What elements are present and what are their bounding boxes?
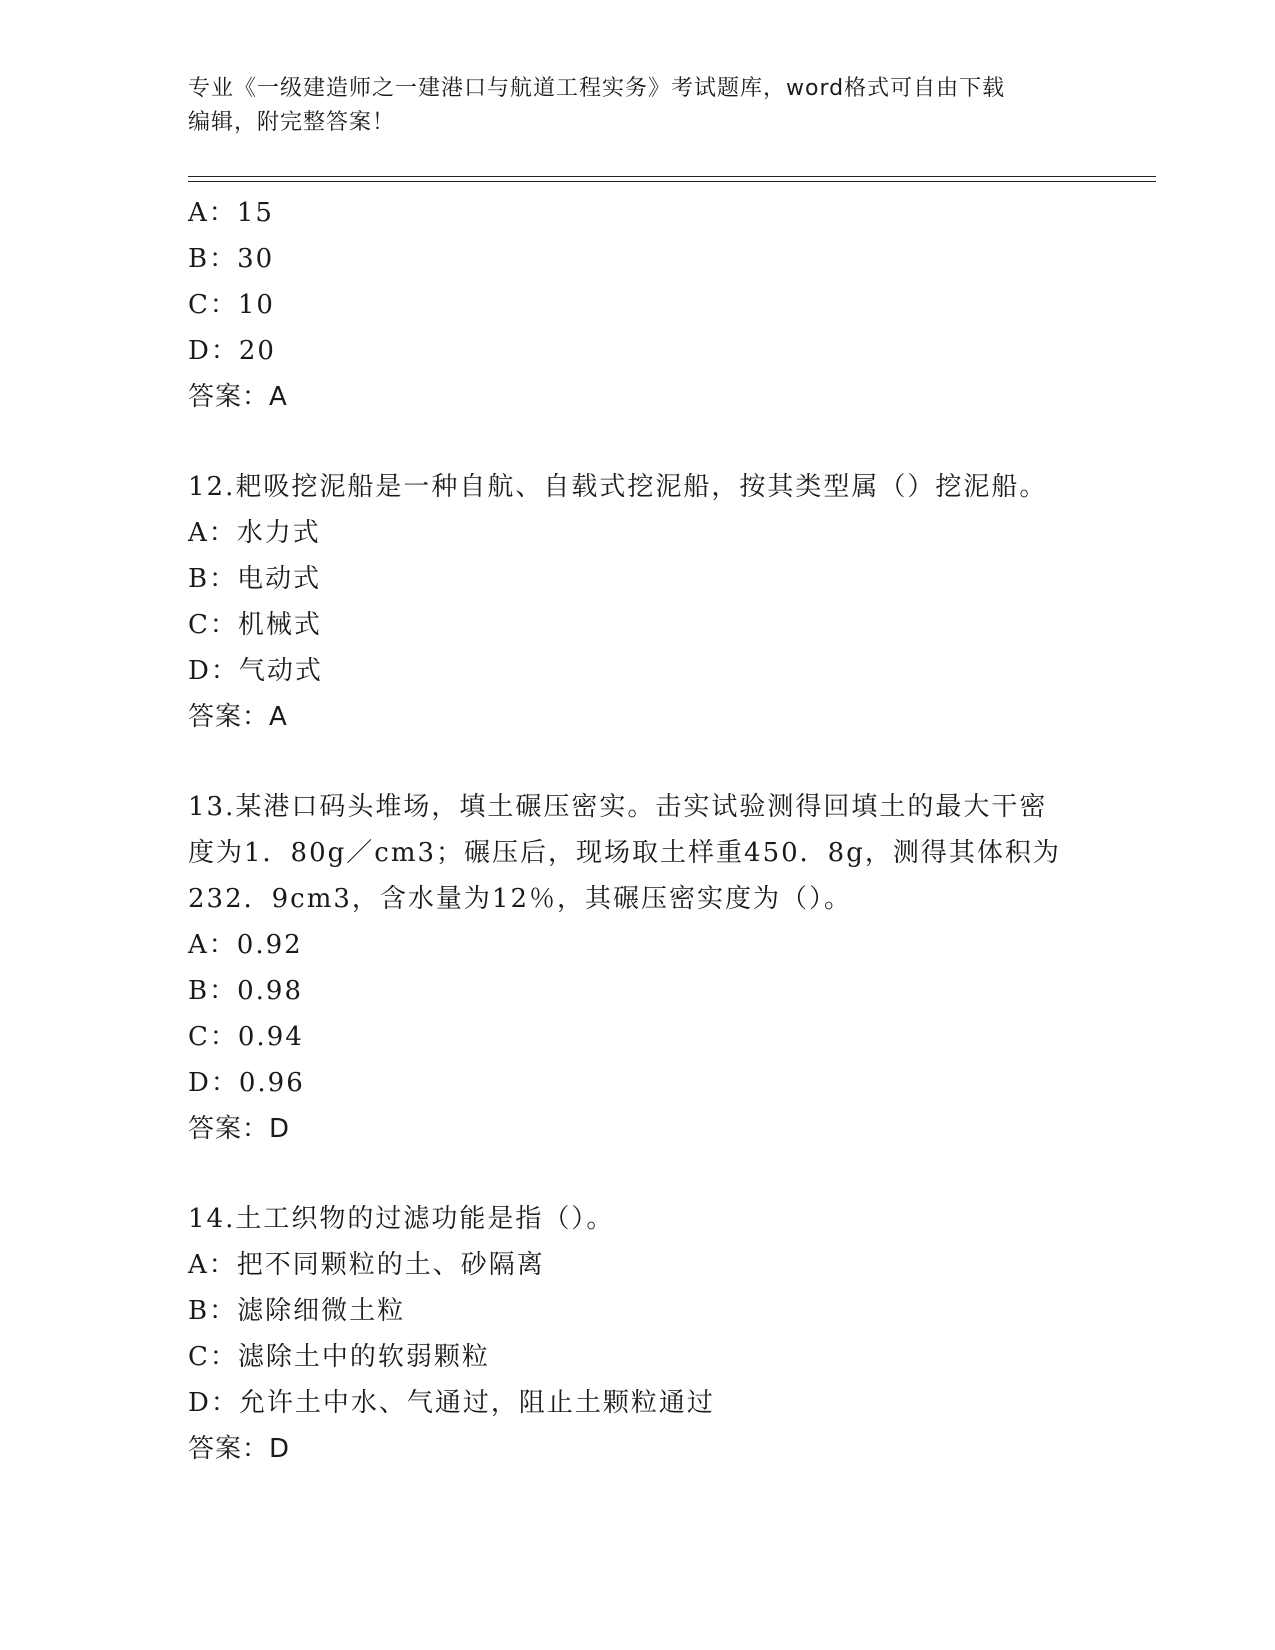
answer-line: 答案：A [188,382,288,412]
header-divider-bottom [188,181,1156,182]
header-line-2: 编辑，附完整答案！ [188,110,396,135]
header-line-1: 专业《一级建造师之一建港口与航道工程实务》考试题库，word格式可自由下载 [188,76,1006,101]
option-a: A：把不同颗粒的土、砂隔离 [188,1250,545,1280]
option-a: A：水力式 [188,518,321,548]
question-13 [188,784,1088,1152]
option-d: D：允许土中水、气通过，阻止土颗粒通过 [188,1388,715,1418]
header-divider-top [188,176,1156,177]
answer-line: 答案：D [188,1114,291,1144]
question-list [188,190,1088,1472]
option-d: D：20 [188,336,276,366]
question-14 [188,1196,1088,1472]
option-c: C：机械式 [188,610,322,640]
question-12 [188,464,1088,740]
option-d: D：气动式 [188,656,323,686]
question-stem-line-2: 度为1．80g／cm3；碾压后，现场取土样重450．8g，测得其体积为 [188,838,1061,868]
option-a: A：15 [188,198,274,228]
option-c: C：滤除土中的软弱颗粒 [188,1342,490,1372]
question-stem-line-1: 13.某港口码头堆场，填土碾压密实。击实试验测得回填土的最大干密 [188,792,1048,822]
option-c: C：10 [188,290,275,320]
document-header [188,72,1088,140]
answer-line: 答案：D [188,1434,291,1464]
question-11 [188,190,1088,420]
option-b: B：0.98 [188,976,303,1006]
question-stem-line-3: 232．9cm3，含水量为12％，其碾压密实度为（）。 [188,884,853,914]
question-stem: 12.耙吸挖泥船是一种自航、自载式挖泥船，按其类型属（）挖泥船。 [188,472,1048,502]
option-b: B：滤除细微土粒 [188,1296,406,1326]
question-stem: 14.土工织物的过滤功能是指（）。 [188,1204,615,1234]
option-b: B：30 [188,244,275,274]
answer-line: 答案：A [188,702,288,732]
option-c: C：0.94 [188,1022,304,1052]
option-b: B：电动式 [188,564,322,594]
option-d: D：0.96 [188,1068,305,1098]
option-a: A：0.92 [188,930,303,960]
